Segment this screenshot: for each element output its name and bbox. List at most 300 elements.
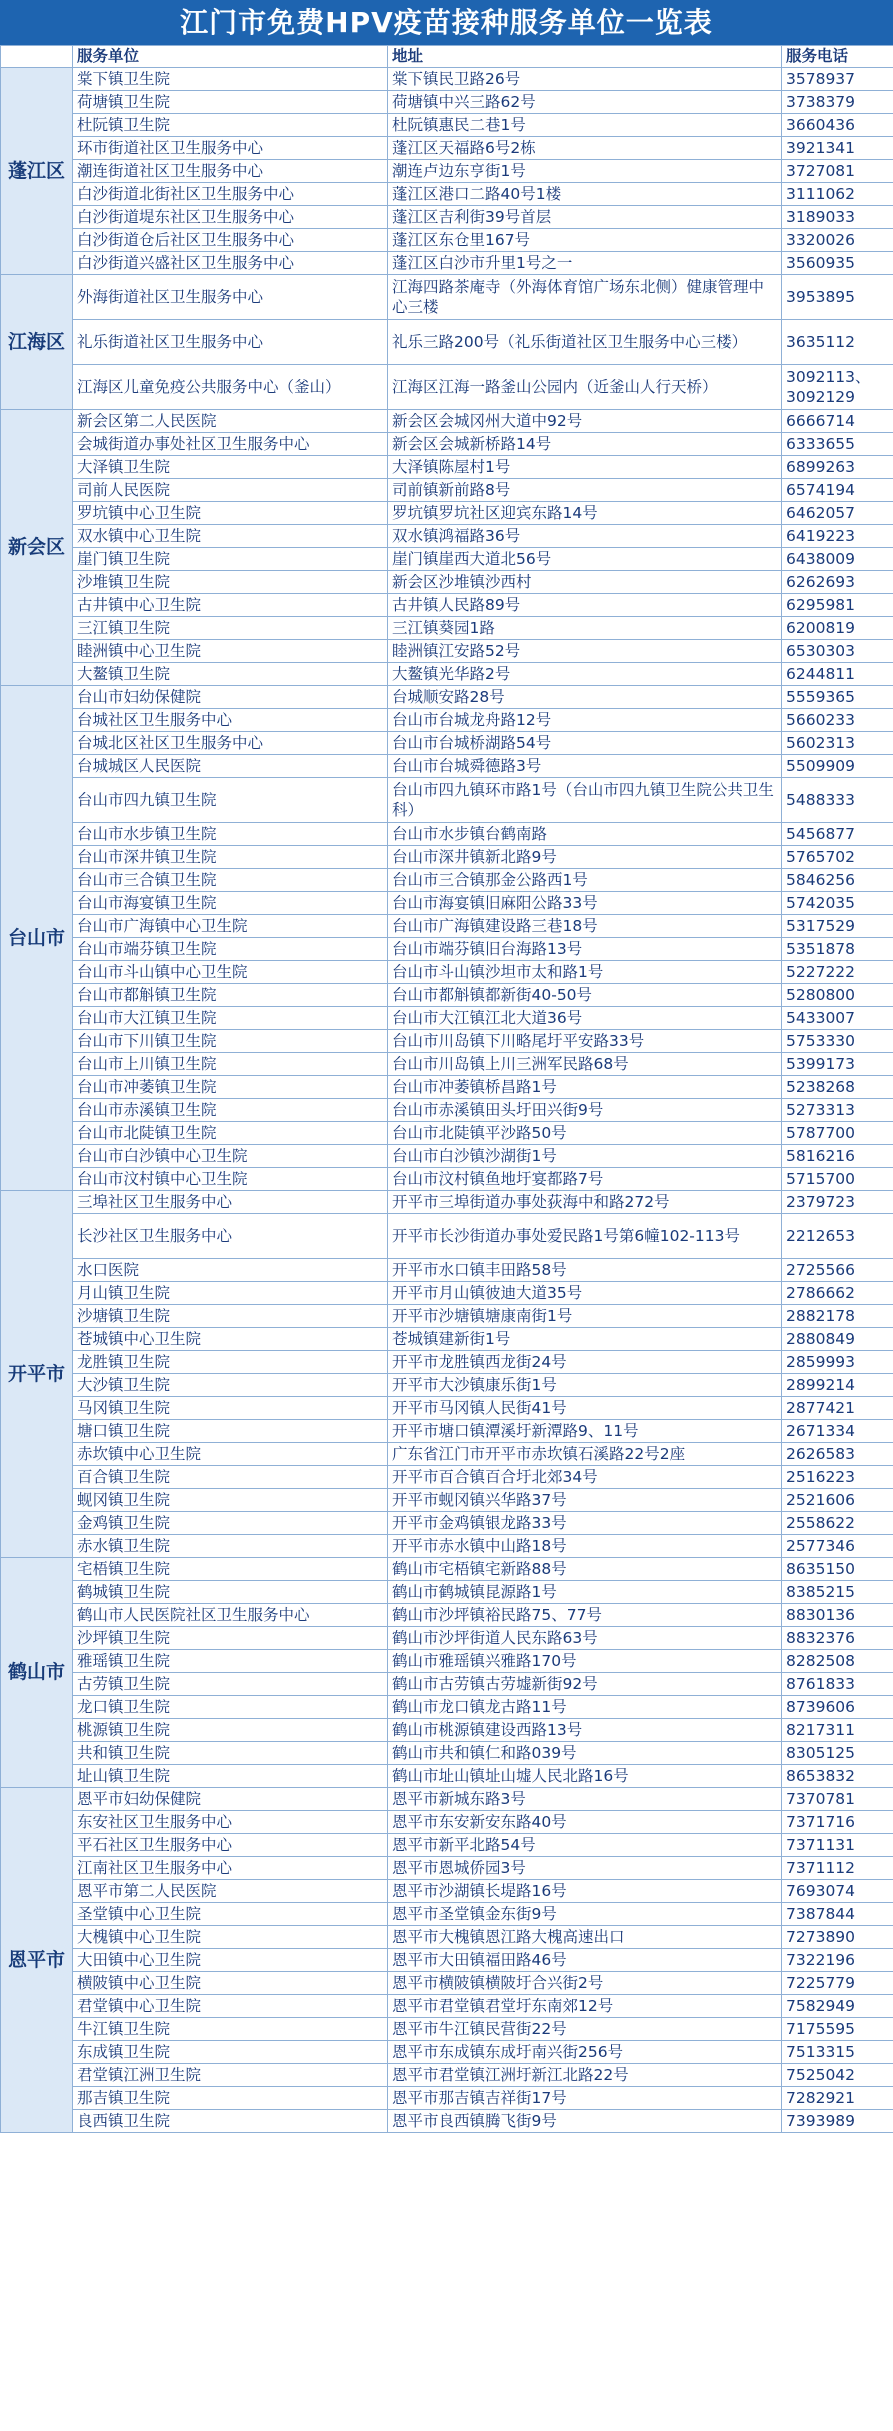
unit-phone: 5317529: [782, 915, 893, 938]
unit-phone: 2786662: [782, 1282, 893, 1305]
unit-phone: 5280800: [782, 984, 893, 1007]
header-address: 地址: [388, 46, 782, 68]
table-row: [1, 663, 893, 686]
unit-address: 台山市深井镇新北路9号: [388, 846, 782, 869]
unit-address: 恩平市君堂镇江洲圩新江北路22号: [388, 2064, 782, 2087]
unit-phone: 5488333: [782, 778, 893, 823]
unit-phone: 8217311: [782, 1719, 893, 1742]
unit-phone: 3560935: [782, 252, 893, 275]
unit-name: 共和镇卫生院: [73, 1742, 388, 1765]
unit-phone: 5509909: [782, 755, 893, 778]
unit-name: 东安社区卫生服务中心: [73, 1811, 388, 1834]
unit-name: 台山市汶村镇中心卫生院: [73, 1168, 388, 1191]
unit-phone: 2577346: [782, 1535, 893, 1558]
unit-phone: 8305125: [782, 1742, 893, 1765]
unit-phone: 7322196: [782, 1949, 893, 1972]
unit-phone: 5742035: [782, 892, 893, 915]
table-row: [1, 938, 893, 961]
unit-address: 恩平市牛江镇民营街22号: [388, 2018, 782, 2041]
unit-address: 鹤山市龙口镇龙古路11号: [388, 1696, 782, 1719]
header-district: [1, 46, 73, 68]
unit-name: 潮连街道社区卫生服务中心: [73, 160, 388, 183]
unit-phone: 6200819: [782, 617, 893, 640]
unit-name: 平石社区卫生服务中心: [73, 1834, 388, 1857]
unit-phone: 6462057: [782, 502, 893, 525]
table-row: [1, 778, 893, 823]
table-row: [1, 1765, 893, 1788]
unit-address: 开平市赤水镇中山路18号: [388, 1535, 782, 1558]
unit-name: 沙堆镇卫生院: [73, 571, 388, 594]
unit-phone: 8385215: [782, 1581, 893, 1604]
unit-address: 三江镇葵园1路: [388, 617, 782, 640]
unit-phone: 5433007: [782, 1007, 893, 1030]
unit-address: 蓬江区港口二路40号1楼: [388, 183, 782, 206]
unit-address: 蓬江区吉利街39号首层: [388, 206, 782, 229]
table-row: [1, 1420, 893, 1443]
unit-name: 环市街道社区卫生服务中心: [73, 137, 388, 160]
unit-name: 良西镇卫生院: [73, 2110, 388, 2133]
unit-name: 台山市都斛镇卫生院: [73, 984, 388, 1007]
unit-name: 白沙街道堤东社区卫生服务中心: [73, 206, 388, 229]
unit-phone: 5660233: [782, 709, 893, 732]
table-row: [1, 1719, 893, 1742]
unit-address: 恩平市圣堂镇金东街9号: [388, 1903, 782, 1926]
unit-name: 恩平市妇幼保健院: [73, 1788, 388, 1811]
table-row: [1, 892, 893, 915]
unit-phone: 5238268: [782, 1076, 893, 1099]
unit-phone: 7371112: [782, 1857, 893, 1880]
unit-name: 君堂镇中心卫生院: [73, 1995, 388, 2018]
unit-address: 大鳌镇光华路2号: [388, 663, 782, 686]
table-row: [1, 1857, 893, 1880]
table-row: [1, 206, 893, 229]
unit-address: 恩平市东成镇东成圩南兴街256号: [388, 2041, 782, 2064]
unit-address: 台山市广海镇建设路三巷18号: [388, 915, 782, 938]
unit-name: 沙塘镇卫生院: [73, 1305, 388, 1328]
unit-name: 百合镇卫生院: [73, 1466, 388, 1489]
table-row: [1, 433, 893, 456]
table-row: [1, 91, 893, 114]
header-unit: 服务单位: [73, 46, 388, 68]
unit-phone: 5602313: [782, 732, 893, 755]
unit-phone: 6262693: [782, 571, 893, 594]
unit-address: 恩平市良西镇腾飞街9号: [388, 2110, 782, 2133]
table-row: [1, 686, 893, 709]
unit-phone: 2379723: [782, 1191, 893, 1214]
table-row: [1, 275, 893, 320]
unit-name: 台山市海宴镇卫生院: [73, 892, 388, 915]
unit-phone: 8832376: [782, 1627, 893, 1650]
unit-address: 开平市水口镇丰田路58号: [388, 1259, 782, 1282]
unit-phone: 2516223: [782, 1466, 893, 1489]
unit-phone: 7582949: [782, 1995, 893, 2018]
table-row: [1, 1788, 893, 1811]
table-row: [1, 1397, 893, 1420]
unit-address: 台山市川岛镇上川三洲军民路68号: [388, 1053, 782, 1076]
unit-phone: 3111062: [782, 183, 893, 206]
table-row: [1, 114, 893, 137]
unit-phone: 5399173: [782, 1053, 893, 1076]
unit-name: 蚬冈镇卫生院: [73, 1489, 388, 1512]
unit-address: 开平市大沙镇康乐街1号: [388, 1374, 782, 1397]
table-row: [1, 1926, 893, 1949]
unit-phone: 8739606: [782, 1696, 893, 1719]
unit-address: 新会区会城冈州大道中92号: [388, 410, 782, 433]
page-title: 江门市免费HPV疫苗接种服务单位一览表: [0, 0, 893, 45]
table-row: [1, 252, 893, 275]
unit-phone: 7175595: [782, 2018, 893, 2041]
unit-name: 大槐镇中心卫生院: [73, 1926, 388, 1949]
table-row: [1, 183, 893, 206]
unit-address: 鹤山市宅梧镇宅新路88号: [388, 1558, 782, 1581]
table-row: [1, 1053, 893, 1076]
unit-name: 塘口镇卫生院: [73, 1420, 388, 1443]
unit-address: 台山市海宴镇旧麻阳公路33号: [388, 892, 782, 915]
table-row: [1, 571, 893, 594]
unit-address: 崖门镇崖西大道北56号: [388, 548, 782, 571]
unit-phone: 6438009: [782, 548, 893, 571]
unit-name: 东成镇卫生院: [73, 2041, 388, 2064]
unit-name: 鹤城镇卫生院: [73, 1581, 388, 1604]
table-row: [1, 1604, 893, 1627]
unit-name: 司前人民医院: [73, 479, 388, 502]
table-row: [1, 1007, 893, 1030]
unit-phone: 6530303: [782, 640, 893, 663]
unit-name: 崖门镇卫生院: [73, 548, 388, 571]
unit-address: 台山市台城龙舟路12号: [388, 709, 782, 732]
unit-address: 蓬江区白沙市升里1号之一: [388, 252, 782, 275]
unit-address: 鹤山市鹤城镇昆源路1号: [388, 1581, 782, 1604]
unit-phone: 3953895: [782, 275, 893, 320]
table-row: [1, 1259, 893, 1282]
unit-address: 蓬江区东仓里167号: [388, 229, 782, 252]
unit-phone: 2882178: [782, 1305, 893, 1328]
unit-name: 大田镇中心卫生院: [73, 1949, 388, 1972]
unit-address: 江海四路茶庵寺（外海体育馆广场东北侧）健康管理中心三楼: [388, 275, 782, 320]
table-row: [1, 1673, 893, 1696]
unit-phone: 3320026: [782, 229, 893, 252]
unit-name: 恩平市第二人民医院: [73, 1880, 388, 1903]
unit-name: 宅梧镇卫生院: [73, 1558, 388, 1581]
unit-name: 江海区儿童免疫公共服务中心（釜山）: [73, 365, 388, 410]
unit-address: 双水镇鸿福路36号: [388, 525, 782, 548]
unit-name: 台山市广海镇中心卫生院: [73, 915, 388, 938]
unit-name: 睦洲镇中心卫生院: [73, 640, 388, 663]
table-row: [1, 1351, 893, 1374]
unit-name: 古劳镇卫生院: [73, 1673, 388, 1696]
unit-name: 台山市妇幼保健院: [73, 686, 388, 709]
unit-address: 恩平市君堂镇君堂圩东南郊12号: [388, 1995, 782, 2018]
unit-phone: 5559365: [782, 686, 893, 709]
table-row: [1, 1145, 893, 1168]
unit-name: 台山市白沙镇中心卫生院: [73, 1145, 388, 1168]
unit-name: 杜阮镇卫生院: [73, 114, 388, 137]
table-row: [1, 846, 893, 869]
unit-address: 台山市台城舜德路3号: [388, 755, 782, 778]
table-row: [1, 617, 893, 640]
unit-name: 赤坎镇中心卫生院: [73, 1443, 388, 1466]
unit-address: 礼乐三路200号（礼乐街道社区卫生服务中心三楼）: [388, 320, 782, 365]
table-row: [1, 1512, 893, 1535]
table-row: [1, 1949, 893, 1972]
unit-address: 恩平市恩城侨园3号: [388, 1857, 782, 1880]
unit-phone: 7513315: [782, 2041, 893, 2064]
unit-address: 鹤山市桃源镇建设西路13号: [388, 1719, 782, 1742]
unit-phone: 2558622: [782, 1512, 893, 1535]
unit-address: 开平市马冈镇人民街41号: [388, 1397, 782, 1420]
table-row: [1, 1374, 893, 1397]
unit-name: 台山市北陡镇卫生院: [73, 1122, 388, 1145]
unit-phone: 5351878: [782, 938, 893, 961]
unit-phone: 8635150: [782, 1558, 893, 1581]
unit-name: 台山市斗山镇中心卫生院: [73, 961, 388, 984]
unit-address: 棠下镇民卫路26号: [388, 68, 782, 91]
table-row: [1, 502, 893, 525]
unit-address: 台山市四九镇环市路1号（台山市四九镇卫生院公共卫生科）: [388, 778, 782, 823]
unit-name: 台山市水步镇卫生院: [73, 823, 388, 846]
unit-name: 三埠社区卫生服务中心: [73, 1191, 388, 1214]
unit-phone: 3921341: [782, 137, 893, 160]
table-row: [1, 1214, 893, 1259]
unit-address: 恩平市那吉镇吉祥街17号: [388, 2087, 782, 2110]
unit-address: 开平市长沙街道办事处爱民路1号第6幢102-113号: [388, 1214, 782, 1259]
unit-phone: 3189033: [782, 206, 893, 229]
unit-address: 鹤山市沙坪镇裕民路75、77号: [388, 1604, 782, 1627]
unit-name: 牛江镇卫生院: [73, 2018, 388, 2041]
unit-phone: 2877421: [782, 1397, 893, 1420]
table-row: [1, 1168, 893, 1191]
unit-address: 开平市塘口镇潭溪圩新潭路9、11号: [388, 1420, 782, 1443]
table-row: [1, 479, 893, 502]
unit-phone: 6333655: [782, 433, 893, 456]
unit-address: 开平市三埠街道办事处荻海中和路272号: [388, 1191, 782, 1214]
unit-name: 龙口镇卫生院: [73, 1696, 388, 1719]
unit-name: 荷塘镇卫生院: [73, 91, 388, 114]
unit-phone: 5227222: [782, 961, 893, 984]
unit-phone: 6295981: [782, 594, 893, 617]
service-table: [0, 45, 893, 2133]
unit-name: 苍城镇中心卫生院: [73, 1328, 388, 1351]
unit-address: 恩平市新平北路54号: [388, 1834, 782, 1857]
unit-name: 月山镇卫生院: [73, 1282, 388, 1305]
table-body: [1, 68, 893, 2133]
unit-name: 台山市四九镇卫生院: [73, 778, 388, 823]
unit-phone: 2626583: [782, 1443, 893, 1466]
unit-name: 台山市下川镇卫生院: [73, 1030, 388, 1053]
unit-name: 马冈镇卫生院: [73, 1397, 388, 1420]
table-row: [1, 160, 893, 183]
unit-address: 台山市大江镇江北大道36号: [388, 1007, 782, 1030]
unit-address: 台山市台城桥湖路54号: [388, 732, 782, 755]
table-row: [1, 2064, 893, 2087]
unit-name: 罗坑镇中心卫生院: [73, 502, 388, 525]
unit-name: 台山市三合镇卫生院: [73, 869, 388, 892]
unit-address: 台山市斗山镇沙坦市太和路1号: [388, 961, 782, 984]
unit-address: 恩平市新城东路3号: [388, 1788, 782, 1811]
header-phone: 服务电话: [782, 46, 893, 68]
unit-name: 大沙镇卫生院: [73, 1374, 388, 1397]
unit-name: 白沙街道北街社区卫生服务中心: [73, 183, 388, 206]
unit-address: 开平市沙塘镇塘康南街1号: [388, 1305, 782, 1328]
unit-phone: 2671334: [782, 1420, 893, 1443]
unit-name: 台山市赤溪镇卫生院: [73, 1099, 388, 1122]
unit-phone: 5753330: [782, 1030, 893, 1053]
unit-phone: 6244811: [782, 663, 893, 686]
unit-name: 台城城区人民医院: [73, 755, 388, 778]
unit-address: 新会区会城新桥路14号: [388, 433, 782, 456]
table-row: [1, 984, 893, 1007]
unit-phone: 5846256: [782, 869, 893, 892]
unit-name: 礼乐街道社区卫生服务中心: [73, 320, 388, 365]
unit-name: 鹤山市人民医院社区卫生服务中心: [73, 1604, 388, 1627]
table-row: [1, 732, 893, 755]
unit-address: 鹤山市共和镇仁和路039号: [388, 1742, 782, 1765]
header-row: [1, 46, 893, 68]
table-row: [1, 68, 893, 91]
unit-phone: 3635112: [782, 320, 893, 365]
table-row: [1, 869, 893, 892]
table-row: [1, 456, 893, 479]
unit-name: 那吉镇卫生院: [73, 2087, 388, 2110]
table-row: [1, 1995, 893, 2018]
unit-phone: 6419223: [782, 525, 893, 548]
table-row: [1, 1328, 893, 1351]
table-row: [1, 410, 893, 433]
unit-address: 台山市北陡镇平沙路50号: [388, 1122, 782, 1145]
unit-phone: 8282508: [782, 1650, 893, 1673]
unit-name: 三江镇卫生院: [73, 617, 388, 640]
table-row: [1, 1880, 893, 1903]
unit-name: 棠下镇卫生院: [73, 68, 388, 91]
district-name: 台山市: [1, 686, 73, 1191]
table-row: [1, 1122, 893, 1145]
unit-phone: 7370781: [782, 1788, 893, 1811]
unit-name: 赤水镇卫生院: [73, 1535, 388, 1558]
unit-name: 白沙街道仓后社区卫生服务中心: [73, 229, 388, 252]
unit-phone: 6899263: [782, 456, 893, 479]
unit-address: 台山市冲萎镇桥昌路1号: [388, 1076, 782, 1099]
unit-address: 大泽镇陈屋村1号: [388, 456, 782, 479]
unit-phone: 2899214: [782, 1374, 893, 1397]
unit-address: 恩平市东安新安东路40号: [388, 1811, 782, 1834]
unit-address: 恩平市大槐镇恩江路大槐高速出口: [388, 1926, 782, 1949]
table-row: [1, 1581, 893, 1604]
unit-phone: 3660436: [782, 114, 893, 137]
table-row: [1, 2087, 893, 2110]
unit-address: 江海区江海一路釜山公园内（近釜山人行天桥）: [388, 365, 782, 410]
table-row: [1, 548, 893, 571]
unit-phone: 5273313: [782, 1099, 893, 1122]
unit-phone: 7225779: [782, 1972, 893, 1995]
table-row: [1, 1466, 893, 1489]
unit-address: 鹤山市沙坪街道人民东路63号: [388, 1627, 782, 1650]
unit-phone: 2859993: [782, 1351, 893, 1374]
unit-phone: 6666714: [782, 410, 893, 433]
unit-address: 台山市川岛镇下川略尾圩平安路33号: [388, 1030, 782, 1053]
unit-phone: 7282921: [782, 2087, 893, 2110]
table-row: [1, 229, 893, 252]
unit-phone: 7387844: [782, 1903, 893, 1926]
table-row: [1, 137, 893, 160]
unit-address: 开平市金鸡镇银龙路33号: [388, 1512, 782, 1535]
table-row: [1, 1650, 893, 1673]
unit-name: 台山市大江镇卫生院: [73, 1007, 388, 1030]
unit-phone: 5715700: [782, 1168, 893, 1191]
unit-address: 鹤山市雅瑶镇兴雅路170号: [388, 1650, 782, 1673]
unit-name: 雅瑶镇卫生院: [73, 1650, 388, 1673]
table-row: [1, 1305, 893, 1328]
table-row: [1, 1489, 893, 1512]
unit-phone: 5816216: [782, 1145, 893, 1168]
unit-name: 台城社区卫生服务中心: [73, 709, 388, 732]
unit-address: 蓬江区天福路6号2栋: [388, 137, 782, 160]
table-row: [1, 1099, 893, 1122]
unit-name: 台山市端芬镇卫生院: [73, 938, 388, 961]
unit-name: 江南社区卫生服务中心: [73, 1857, 388, 1880]
table-row: [1, 915, 893, 938]
unit-name: 桃源镇卫生院: [73, 1719, 388, 1742]
unit-name: 圣堂镇中心卫生院: [73, 1903, 388, 1926]
district-name: 开平市: [1, 1191, 73, 1558]
unit-name: 双水镇中心卫生院: [73, 525, 388, 548]
table-row: [1, 1903, 893, 1926]
unit-address: 睦洲镇江安路52号: [388, 640, 782, 663]
unit-address: 潮连卢边东亨街1号: [388, 160, 782, 183]
unit-name: 址山镇卫生院: [73, 1765, 388, 1788]
unit-address: 台山市端芬镇旧台海路13号: [388, 938, 782, 961]
district-name: 新会区: [1, 410, 73, 686]
district-name: 鹤山市: [1, 1558, 73, 1788]
table-row: [1, 823, 893, 846]
unit-address: 司前镇新前路8号: [388, 479, 782, 502]
unit-address: 荷塘镇中兴三路62号: [388, 91, 782, 114]
unit-name: 沙坪镇卫生院: [73, 1627, 388, 1650]
table-row: [1, 594, 893, 617]
unit-address: 苍城镇建新街1号: [388, 1328, 782, 1351]
unit-address: 广东省江门市开平市赤坎镇石溪路22号2座: [388, 1443, 782, 1466]
unit-phone: 7371716: [782, 1811, 893, 1834]
unit-phone: 7525042: [782, 2064, 893, 2087]
unit-name: 水口医院: [73, 1259, 388, 1282]
unit-name: 新会区第二人民医院: [73, 410, 388, 433]
table-row: [1, 1558, 893, 1581]
unit-name: 龙胜镇卫生院: [73, 1351, 388, 1374]
table-row: [1, 2041, 893, 2064]
table-row: [1, 709, 893, 732]
table-row: [1, 1972, 893, 1995]
unit-address: 台山市白沙镇沙湖街1号: [388, 1145, 782, 1168]
unit-name: 台山市深井镇卫生院: [73, 846, 388, 869]
unit-address: 杜阮镇惠民二巷1号: [388, 114, 782, 137]
unit-address: 开平市蚬冈镇兴华路37号: [388, 1489, 782, 1512]
unit-address: 古井镇人民路89号: [388, 594, 782, 617]
table-row: [1, 320, 893, 365]
table-row: [1, 1742, 893, 1765]
unit-name: 会城街道办事处社区卫生服务中心: [73, 433, 388, 456]
unit-name: 古井镇中心卫生院: [73, 594, 388, 617]
district-name: 恩平市: [1, 1788, 73, 2133]
unit-phone: 7273890: [782, 1926, 893, 1949]
unit-phone: 8653832: [782, 1765, 893, 1788]
unit-name: 外海街道社区卫生服务中心: [73, 275, 388, 320]
unit-address: 台山市汶村镇鱼地圩宴都路7号: [388, 1168, 782, 1191]
unit-address: 鹤山市古劳镇古劳墟新街92号: [388, 1673, 782, 1696]
unit-name: 金鸡镇卫生院: [73, 1512, 388, 1535]
unit-address: 开平市龙胜镇西龙街24号: [388, 1351, 782, 1374]
unit-phone: 3092113、3092129: [782, 365, 893, 410]
table-row: [1, 1627, 893, 1650]
unit-name: 台山市上川镇卫生院: [73, 1053, 388, 1076]
